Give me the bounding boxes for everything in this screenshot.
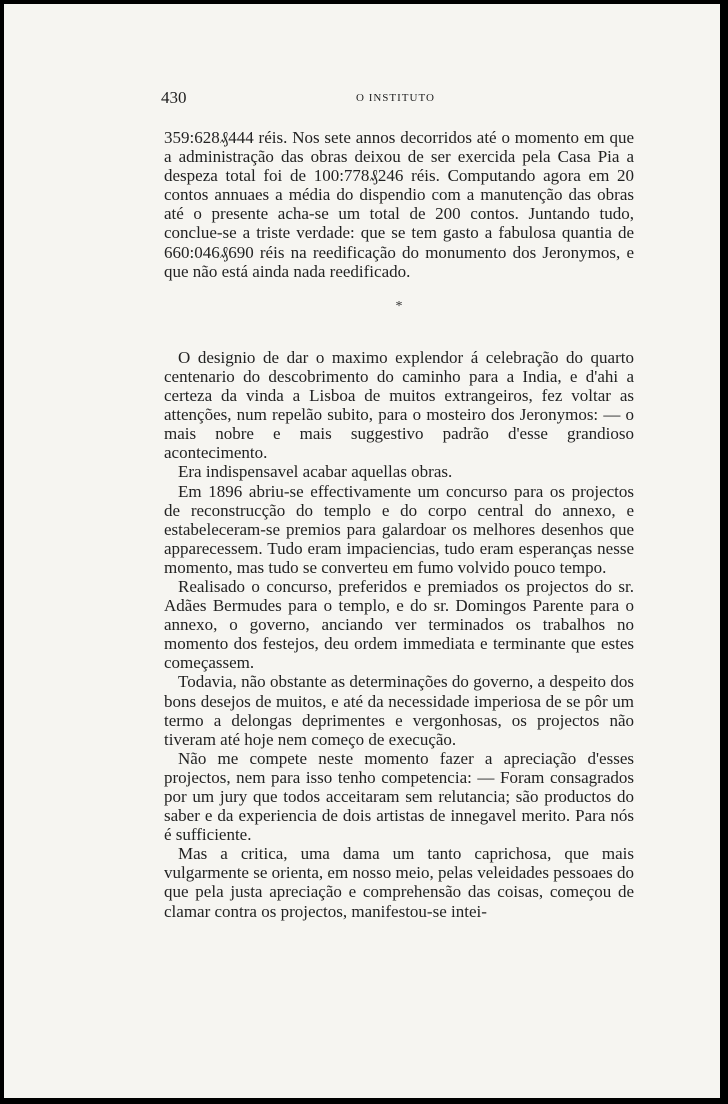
- section-spacer: [164, 334, 634, 348]
- section-separator-asterisk: *: [395, 298, 403, 314]
- paragraph: Não me compete neste momento fazer a apreciação d'esses projectos, nem para isso tenho competencia: — Foram consagrados por um jury que todos acceitaram sem relutancia; são productos do saber e da experiencia de dois artistas de innegavel merito. Para nós é sufficiente.: [164, 748, 634, 845]
- paragraph: Era indispensavel acabar aquellas obras.: [178, 462, 453, 482]
- paragraph: Em 1896 abriu-se effectivamente um concurso para os projectos de reconstrucção do templo e do corpo central do annexo, e estabeleceram-se premios para galardoar os melhores desenhos que apparecessem. Tudo eram impaciencias, tudo eram esperanças nesse momento, mas tudo se converteu em fumo volvido pouco tempo.: [164, 481, 634, 577]
- paragraph-continuation: 359:628₰444 réis. Nos sete annos decorridos até o momento em que a administração das obras deixou de ser exercida pela Casa Pia a despeza total foi de 100:778₰246 réis. Computando agora em 20 contos annuaes a média do dispendio com a manutenção das obras até o presente acha-se um total de 200 contos. Juntando tudo, conclue-se a triste verdade: que se tem gasto a fabulosa quantia de 660:046₰690 réis na reedificação do monumento dos Jeronymos, e que não está ainda nada reedificado.: [164, 128, 634, 281]
- paragraph: Todavia, não obstante as determinações do governo, a despeito dos bons desejos de muitos, e até da necessidade imperiosa de se pôr um termo a delongas deprimentes e vergonhosas, os projectos não tiveram até hoje nem começo de execução.: [164, 672, 634, 749]
- page-header: [161, 88, 633, 112]
- page-number: 430: [161, 88, 187, 107]
- paragraph: O designio de dar o maximo explendor á celebração do quarto centenario do descobrimento do caminho para a India, e d'ahi a certeza da vinda a Lisboa de muitos extrangeiros, fez voltar as attenções, num repelão subito, para o mosteiro dos Jeronymos: — o mais nobre e mais suggestivo padrão d'esse grandioso acontecimento.: [164, 347, 634, 463]
- book-page: [4, 4, 720, 1098]
- paragraph: Mas a critica, uma dama um tanto caprichosa, que mais vulgarmente se orienta, em nosso meio, pelas veleidades pessoaes do que pela justa apreciação e comprehensão das coisas, começou de clamar contra os projectos, manifestou-se intei-: [164, 844, 634, 921]
- running-head: O INSTITUTO: [356, 92, 435, 104]
- body-text: [164, 128, 634, 921]
- paragraph: Realisado o concurso, preferidos e premiados os projectos do sr. Adães Bermudes para o templo, e do sr. Domingos Parente para o annexo, o governo, anciando ver terminados os trabalhos no momento dos festejos, deu ordem immediata e terminante que estes começassem.: [164, 576, 634, 673]
